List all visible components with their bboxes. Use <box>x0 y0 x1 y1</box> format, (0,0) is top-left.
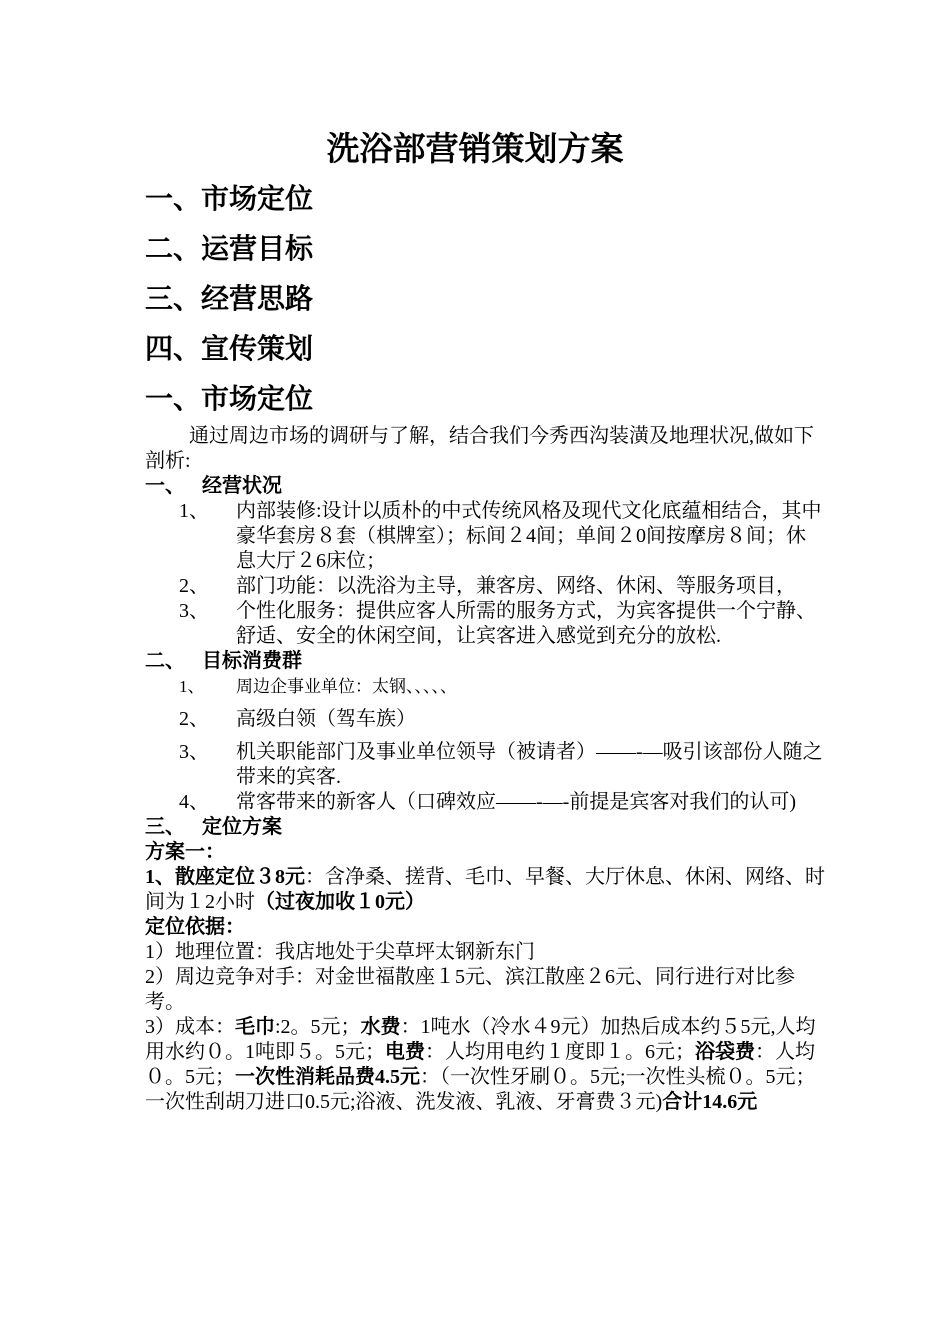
list-item <box>145 574 825 599</box>
basis-heading-text: 定位依据： <box>145 916 245 938</box>
list-item-text: 高级白领（驾车族） <box>236 708 416 730</box>
subsection-label: 经营状况 <box>202 475 282 497</box>
intro-paragraph: 通过周边市场的调研与了解，结合我们今秀西沟装潢及地理状况,做如下剖析: <box>145 425 814 472</box>
plan-price-label: 1、散座定位３8元 <box>145 866 305 888</box>
subsection-heading-target-customers <box>145 649 825 674</box>
list-item-number: 2、 <box>179 708 209 730</box>
subsection-label: 目标消费群 <box>202 650 302 672</box>
basis-item-location: 1）地理位置：我店地处于尖草坪太钢新东门 <box>145 941 535 963</box>
list-item <box>145 740 825 790</box>
list-item-number: 2、 <box>179 575 209 597</box>
cost-towel-label: 毛巾 <box>235 1016 275 1038</box>
toc-item-business-ideas: 三、经营思路 <box>145 284 314 315</box>
cost-bag-text: ：人均０。5元； <box>145 1041 815 1088</box>
subsection-heading-business-status <box>145 474 825 499</box>
basis-item-competitors: 2）周边竞争对手：对金世福散座１5元、滨江散座２6元、同行进行对比参考。 <box>145 966 795 1013</box>
list-item-number: 1、 <box>179 677 205 696</box>
cost-bag-label: 浴袋费 <box>695 1041 755 1063</box>
plan-heading <box>145 840 825 865</box>
list-item-text: 个性化服务：提供应客人所需的服务方式，为宾客提供一个宁静、舒适、安全的休闲空间，让宾客进入感觉到充分的放松. <box>236 600 816 647</box>
plan-heading-text: 方案一： <box>145 841 225 863</box>
basis-item-cost <box>145 1015 825 1115</box>
toc-item-operation-goals: 二、运营目标 <box>145 234 314 265</box>
document-title: 洗浴部营销策划方案 <box>326 132 624 168</box>
toc-item-promotion-plan: 四、宣传策划 <box>145 334 314 365</box>
cost-towel-text: :2。5元； <box>275 1016 361 1038</box>
cost-total: 合计14.6元 <box>662 1091 758 1113</box>
cost-disposable-text: ：（一次性牙刷０。5元;一次性头梳０。5元；一次性刮胡刀进口0.5元;浴液、洗发液、乳液、牙膏费３元) <box>145 1066 816 1113</box>
subsection-number: 一、 <box>145 475 185 497</box>
subsection-label: 定位方案 <box>202 816 282 838</box>
section-heading-market-positioning: 一、市场定位 <box>145 384 314 415</box>
basis-heading <box>145 915 825 940</box>
subsection-number: 二、 <box>145 650 185 672</box>
plan-overnight-note: （过夜加收１0元） <box>255 891 425 913</box>
list-item-text: 内部装修:设计以质朴的中式传统风格及现代文化底蕴相结合，其中豪华套房８套（棋牌室）；标间２4间；单间２0间按摩房８间；休息大厅２6床位； <box>236 500 822 572</box>
plan-line-1 <box>145 865 825 915</box>
cost-disposable-label: 一次性消耗品费4.5元 <box>235 1066 420 1088</box>
list-item-number: 3、 <box>179 741 209 763</box>
cost-water-label: 水费 <box>360 1016 401 1038</box>
subsection-number: 三、 <box>145 816 185 838</box>
cost-water-text: ：1吨水（冷水４9元）加热后成本约５5元,人均用水约０。1吨即５。5元； <box>145 1016 816 1063</box>
list-item-number: 3、 <box>179 600 209 622</box>
list-item-text: 机关职能部门及事业单位领导（被请者）——-—吸引该部份人随之带来的宾客. <box>236 741 823 788</box>
list-item <box>145 499 825 574</box>
list-item <box>145 790 825 815</box>
list-item-text: 周边企事业单位：太钢、、、、、 <box>236 677 457 696</box>
list-item <box>145 599 825 649</box>
list-item-text: 部门功能：以洗浴为主导，兼客房、网络、休闲、等服务项目， <box>236 575 796 597</box>
list-item-number: 4、 <box>179 791 209 813</box>
subsection-heading-positioning-plan <box>145 815 825 840</box>
cost-electricity-text: ：人均用电约１度即１。6元； <box>425 1041 695 1063</box>
list-item-number: 1、 <box>179 500 209 522</box>
document-body <box>145 424 825 1115</box>
cost-prefix: 3）成本： <box>145 1016 235 1038</box>
toc-item-market-positioning: 一、市场定位 <box>145 184 314 215</box>
list-item <box>145 707 825 732</box>
list-item-text: 常客带来的新客人（口碑效应——-—-前提是宾客对我们的认可) <box>236 791 796 813</box>
list-item <box>145 674 825 699</box>
cost-electricity-label: 电费 <box>385 1041 425 1063</box>
plan-price-text: ：含净桑、搓背、毛巾、早餐、大厅休息、休闲、网络、时间为１2小时 <box>145 866 825 913</box>
